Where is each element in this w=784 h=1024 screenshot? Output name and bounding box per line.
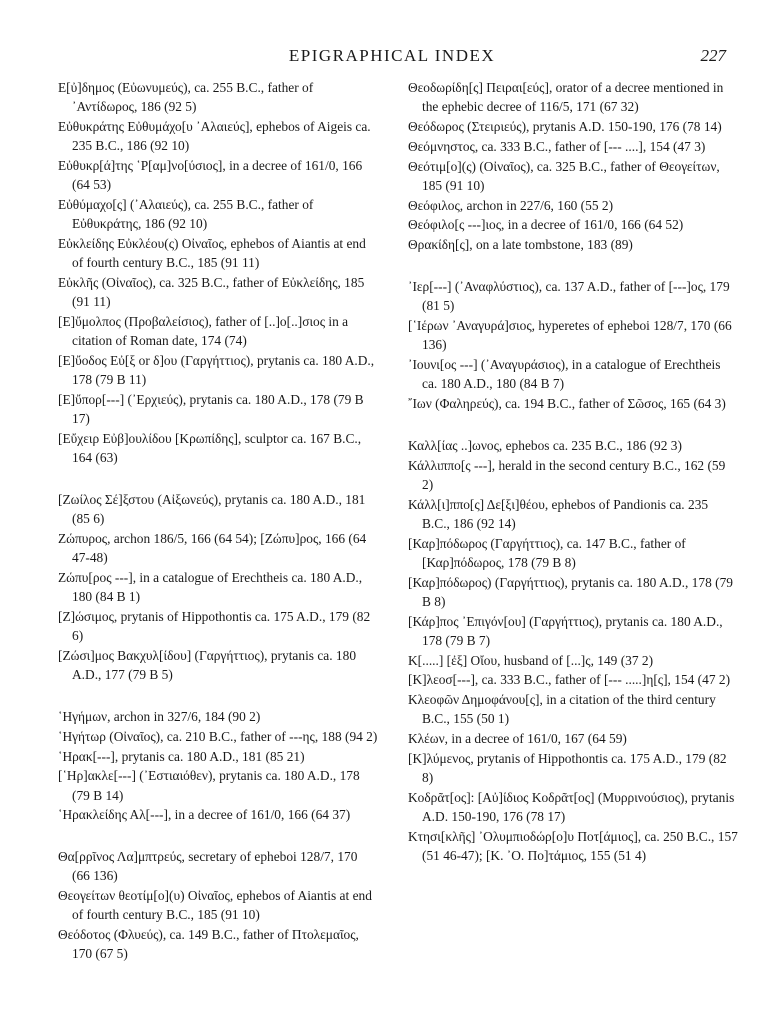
index-entry: ῾Ηγήτωρ (Οἰναῖος), ca. 210 B.C., father of ---ης, 188 (94 2)	[58, 728, 378, 744]
page-number: 227	[700, 46, 726, 65]
index-entry: Θρακίδη[ς], on a late tombstone, 183 (89)	[408, 237, 633, 253]
index-entry: [Εὔχειρ Εὐβ]ουλίδου [Κρωπίδης], sculptor ca. 167 B.C., 164 (63)	[58, 431, 362, 466]
section-gap	[408, 255, 738, 277]
index-entry: [Ε]ὔπορ[---] (᾿Ερχιεύς), prytanis ca. 180 A.D., 178 (79 B 17)	[58, 392, 364, 427]
index-entry: Ζώπυρος, archon 186/5, 166 (64 54); [Ζώπυ]ρος, 166 (64 47-48)	[58, 531, 367, 566]
section-gap	[58, 468, 378, 490]
index-entry: Κάλλιππο[ς ---], herald in the second century B.C., 162 (59 2)	[408, 457, 726, 492]
index-entry: [Ζ]ώσιμος, prytanis of Hippothontis ca. 175 A.D., 179 (82 6)	[58, 609, 371, 644]
index-entry: [Καρ]πόδωρος) (Γαργήττιος), prytanis ca. 180 A.D., 178 (79 B 8)	[408, 574, 733, 609]
running-title: EPIGRAPHICAL INDEX	[288, 46, 496, 65]
index-entry: Θεόφιλος, archon in 227/6, 160 (55 2)	[408, 197, 614, 213]
index-entry: Κτησι[κλῆς] ᾿Ολυμπιοδώρ[ο]υ Ποτ[άμιος], ca. 250 B.C., 157 (51 46-47); [Κ. ᾿Ο. Πο]τάμιος, 155 (51 4)	[408, 828, 738, 864]
section-gap	[408, 414, 738, 436]
index-entry: ᾿Ιερ[---] (᾿Αναφλύστιος), ca. 137 A.D., father of [---]ος, 179 (81 5)	[408, 278, 730, 314]
index-entry: Εὐκλείδης Εὐκλέου(ς) Οἰναῖος, ephebos of Aiantis at end of fourth century B.C., 185 (91 11)	[58, 236, 366, 271]
index-entry: [῾Ηρ]ακλε[---] (᾿Εστιαιόθεν), prytanis ca. 180 A.D., 178 (79 B 14)	[58, 768, 360, 803]
index-entry: Θεόδοτος (Φλυεύς), ca. 149 B.C., father of Πτολεμαῖος, 170 (67 5)	[58, 927, 359, 962]
index-entry: Θεόφιλο[ς ---]ιος, in a decree of 161/0, 166 (64 52)	[408, 217, 684, 233]
index-entry: [Ζώσι]μος Βακχυλ[ίδου] (Γαργήττιος), prytanis ca. 180 A.D., 177 (79 B 5)	[58, 648, 357, 683]
index-entry: Εὐθυκράτης Εὐθυμάχο[υ ᾿Αλαιεύς], ephebos of Aigeis ca. 235 B.C., 186 (92 10)	[58, 119, 371, 154]
index-entry: Εὐκλῆς (Οἰναῖος), ca. 325 B.C., father of Εὐκλείδης, 185 (91 11)	[58, 275, 365, 310]
index-entry: [Καρ]πόδωρος (Γαργήττιος), ca. 147 B.C., father of [Καρ]πόδωρος, 178 (79 B 8)	[408, 535, 686, 570]
index-entry: ῾Ηρακλείδης Αλ[---], in a decree of 161/0, 166 (64 37)	[58, 807, 351, 823]
index-entry: Κλέων, in a decree of 161/0, 167 (64 59)	[408, 731, 627, 747]
index-entry: ᾿Ιουνι[ος ---] (᾿Αναγυράσιος), in a catalogue of Erechtheis ca. 180 A.D., 180 (84 B 7)	[408, 356, 721, 392]
index-entry: Θεοδωρίδη[ς] Πειραι[εύς], orator of a decree mentioned in the ephebic decree of 116/5, 171 (67 32)	[408, 80, 724, 115]
index-entry: Θεόμνηστος, ca. 333 B.C., father of [--- ....], 154 (47 3)	[408, 138, 706, 154]
index-entry: [Ζωίλος Σέ]ξστου (Αἰξωνεύς), prytanis ca. 180 A.D., 181 (85 6)	[58, 492, 366, 527]
index-entry: [Κ]λύμενος, prytanis of Hippothontis ca. 175 A.D., 179 (82 8)	[408, 750, 727, 786]
index-entry: [῾Ιέρων ᾿Αναγυρά]σιος, hyperetes of epheboi 128/7, 170 (66 136)	[408, 317, 732, 353]
index-entry: Κ[.....] [ἐξ] Οἴου, husband of [...]ς, 149 (37 2)	[408, 652, 654, 668]
index-entry: Κλεοφῶν Δημοφάνου[ς], in a citation of the third century B.C., 155 (50 1)	[408, 692, 716, 727]
section-gap	[58, 685, 378, 707]
index-entry: [Ε]ὔοδος Εὐ[ξ or δ]ου (Γαργήττιος), prytanis ca. 180 A.D., 178 (79 B 11)	[58, 353, 375, 388]
right-column	[408, 78, 738, 866]
index-entry: ῎Ιων (Φαληρεύς), ca. 194 B.C., father of Σῶσος, 165 (64 3)	[408, 395, 726, 411]
index-entry: Θεότιμ[ο](ς) (Οἰναῖος), ca. 325 B.C., father of Θεογείτων, 185 (91 10)	[408, 158, 720, 193]
index-entry: Θεόδωρος (Στειριεύς), prytanis A.D. 150-190, 176 (78 14)	[408, 119, 722, 134]
index-entry: Εὐθύμαχο[ς] (᾿Αλαιεύς), ca. 255 B.C., father of Εὐθυκράτης, 186 (92 10)	[58, 197, 314, 232]
index-entry: [Κάρ]πος ᾿Επιγόν[ου] (Γαργήττιος), prytanis ca. 180 A.D., 178 (79 B 7)	[408, 613, 723, 648]
index-entry: Θα[ρρῖνος Λα]μπτρεύς, secretary of epheboi 128/7, 170 (66 136)	[58, 849, 358, 884]
index-entry: Εὐθυκρ[ά]της ῾Ρ[αμ]νο[ύσιος], in a decree of 161/0, 166 (64 53)	[58, 158, 363, 193]
index-entry: Κοδρᾶτ[ος]: [Αὐ]ίδιος Κοδρᾶτ[ος] (Μυρρινούσιος), prytanis A.D. 150-190, 176 (78 17)	[408, 789, 735, 825]
index-entry: ῾Ηρακ[---], prytanis ca. 180 A.D., 181 (85 21)	[58, 748, 305, 764]
index-entry: Ε[ὐ]δημος (Εὐωνυμεύς), ca. 255 B.C., father of ᾿Αντίδωρος, 186 (92 5)	[58, 80, 314, 115]
index-entry: [Ε]ὔμολπος (Προβαλείσιος), father of [..]ο[..]σιος in a citation of Roman date, 174 (74)	[58, 314, 349, 349]
index-entry: Καλλ[ίας ..]ωνος, ephebos ca. 235 B.C., 186 (92 3)	[408, 437, 682, 453]
index-entry: Θεογείτων θεοτίμ[ο](υ) Οἰναῖος, ephebos of Aiantis at end of fourth century B.C., 185 (91 10)	[58, 888, 372, 923]
left-column	[58, 78, 378, 964]
index-entry: ῾Ηγήμων, archon in 327/6, 184 (90 2)	[58, 709, 261, 724]
section-gap	[58, 825, 378, 847]
index-entry: Ζώπυ[ρος ---], in a catalogue of Erechtheis ca. 180 A.D., 180 (84 B 1)	[58, 570, 363, 605]
index-entry: [Κ]λεοσ[---], ca. 333 B.C., father of [--- .....]η[ς], 154 (47 2)	[408, 672, 731, 688]
index-entry: Κάλλ[ι]ππο[ς] Δε[ξι]θέου, ephebos of Pandionis ca. 235 B.C., 186 (92 14)	[408, 496, 709, 531]
